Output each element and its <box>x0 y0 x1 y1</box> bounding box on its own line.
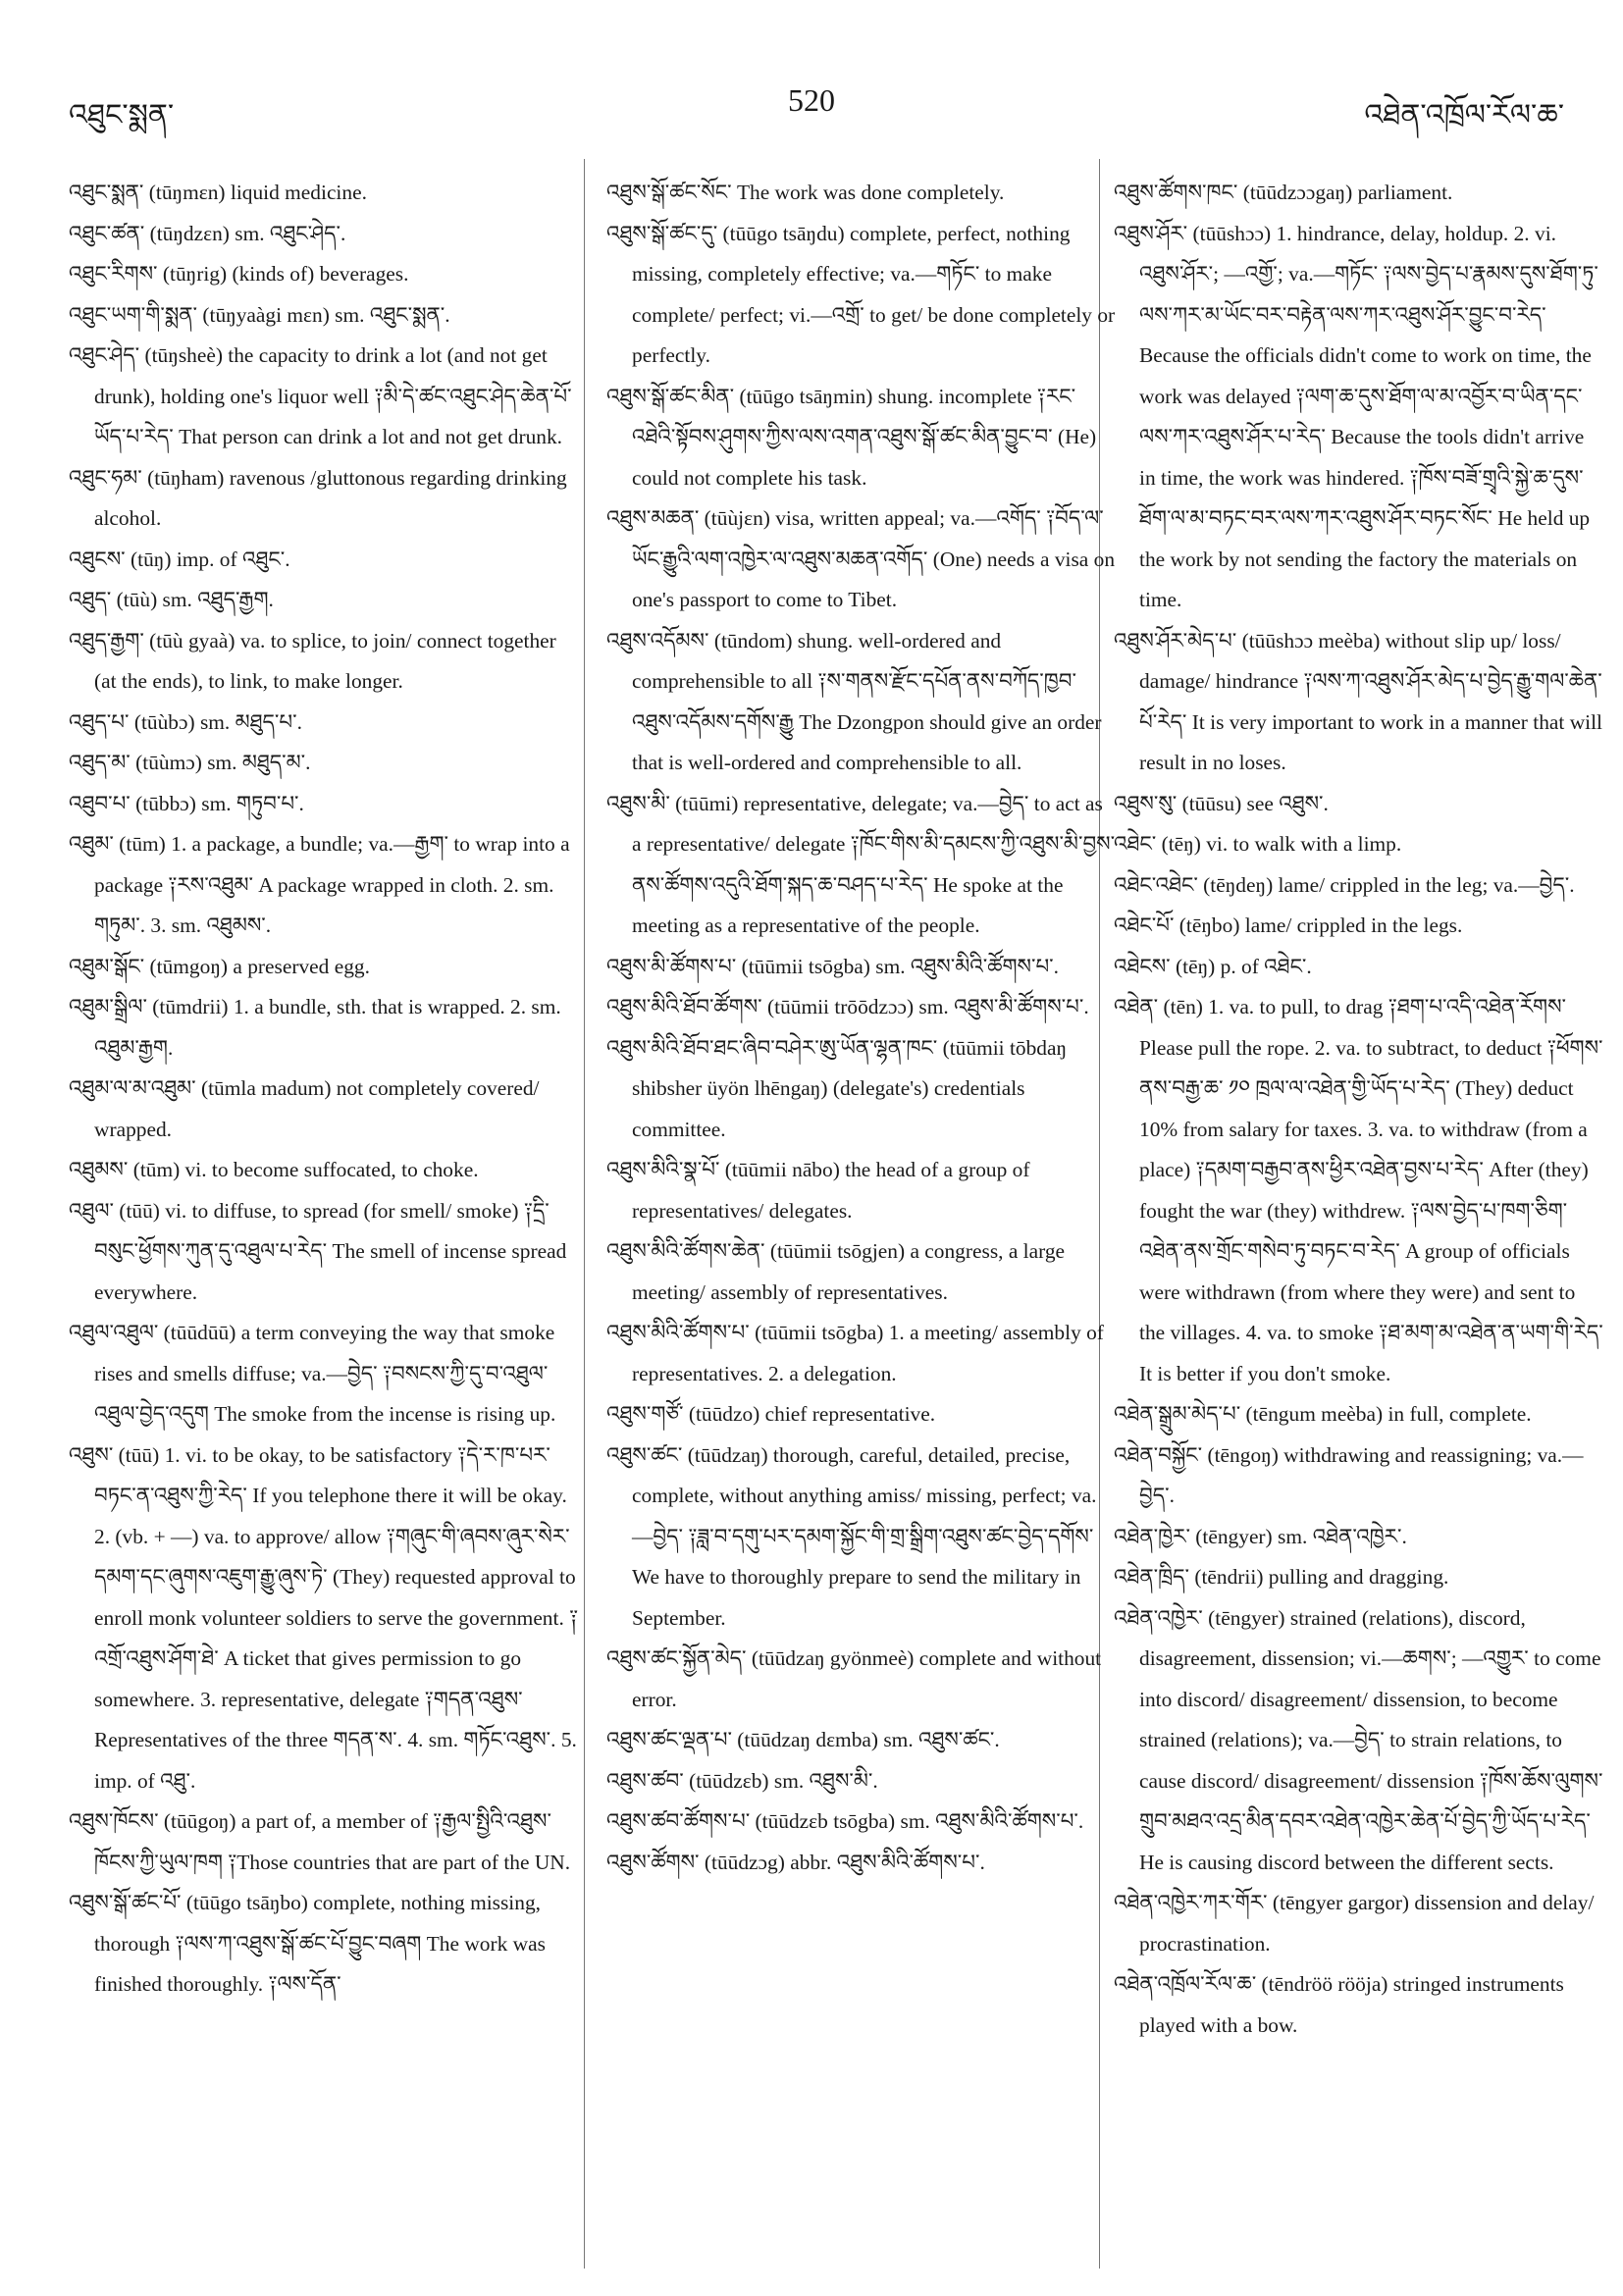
dictionary-entry: འཐུས་ཚོགས་ཁང་ (tūūdzɔɔgaŋ) parliament. <box>1114 181 1453 204</box>
dictionary-entry: འཐུམ་ལ་མ་འཐུམ་ (tūmla madum) not completely covered/ wrapped. <box>69 1076 540 1141</box>
column-right <box>1114 173 1604 2046</box>
dictionary-entry: འཐུང་ཤེད་ (tūŋsheè) the capacity to drink a lot (and not get drunk), holding one's liquor well ༑མི་དེ་ཚང་འཐུང་ཤེད་ཆེན་པོ་ཡོད་པ་རེད་ That person can drink a lot and not get drunk. <box>69 343 572 448</box>
dictionary-entry: འཐེན་ཁྱེར་ (tēngyer) sm. འཐེན་འཁྱེར་. <box>1114 1524 1407 1548</box>
dictionary-entry: འཐུས་མིའི་ཐོབ་ཚོགས་ (tūūmii trōōdzɔɔ) sm. འཐུས་མི་ཚོགས་པ་. <box>606 995 1089 1018</box>
dictionary-entry: འཐུས་མཆན་ (tūùjɛn) visa, written appeal; va.—འགོད་ ༑བོད་ལ་ཡོང་རྒྱུའི་ལག་འཁྱེར་ལ་འཐུས་མཆན་འགོད་ (One) needs a visa on one's passport to come to Tibet. <box>606 506 1116 611</box>
dictionary-entry: འཐུས་ཤོར་མེད་པ་ (tūūshɔɔ meèba) without slip up/ loss/ damage/ hindrance ༑ལས་ཀ་འཐུས་ཤོར་མེད་པ་བྱེད་རྒྱུ་གལ་ཆེན་པོ་རེད་ It is very important to work in a manner that will result in no loses. <box>1114 628 1602 774</box>
dictionary-entry: འཐུས་ཚང་སྐྱོན་མེད་ (tūūdzaŋ gyönmeè) complete and without error. <box>606 1646 1102 1711</box>
running-head-right: འཐེན་འཁྲོལ་རོལ་ཆ་ <box>1364 99 1564 131</box>
dictionary-entry: འཐུས་ཚབ་ (tūūdzɛb) sm. འཐུས་མི་. <box>606 1768 878 1793</box>
dictionary-entry: འཐུབ་པ་ (tūbbɔ) sm. གཏུབ་པ་. <box>69 791 304 815</box>
dictionary-entry: འཐུས་མི་ཚོགས་པ་ (tūūmii tsōgba) sm. འཐུས་མིའི་ཚོགས་པ་. <box>606 954 1059 978</box>
dictionary-entry: འཐུངས་ (tūŋ) imp. of འཐུང་. <box>69 547 290 571</box>
dictionary-entry: འཐུམ་སྒོང་ (tūmgoŋ) a preserved egg. <box>69 954 370 978</box>
dictionary-entry: འཐུས་མིའི་སྣ་པོ་ (tūūmii nābo) the head of a group of representatives/ delegates. <box>606 1158 1030 1223</box>
dictionary-entry: འཐུལ་འཐུལ་ (tūūdūū) a term conveying the way that smoke rises and smells diffuse; va.—བྱེད་ ༑བསངས་ཀྱི་དུ་བ་འཐུལ་འཐུལ་བྱེད་འདུག The smoke from the incense is rising up. <box>69 1321 556 1426</box>
dictionary-entry: འཐུང་སྨན་ (tūŋmɛn) liquid medicine. <box>69 181 367 204</box>
dictionary-entry: འཐེན་བསྐྱོང་ (tēngoŋ) withdrawing and reassigning; va.—བྱེད་. <box>1114 1442 1584 1507</box>
column-middle <box>606 173 1117 1883</box>
dictionary-entry: འཐུང་ཧམ་ (tūŋham) ravenous /gluttonous regarding drinking alcohol. <box>69 465 567 530</box>
dictionary-entry: འཐུང་རིགས་ (tūŋrig) (kinds of) beverages. <box>69 262 409 286</box>
dictionary-entry: འཐུད་མ་ (tūùmɔ) sm. མཐུད་མ་. <box>69 751 311 774</box>
dictionary-entry: འཐུས་སྒོ་ཚང་པོ་ (tūūgo tsāŋbo) complete, nothing missing, thorough ༑ལས་ཀ་འཐུས་སྒོ་ཚང་པོ་བྱུང་བཞག The work was finished thoroughly. ༑ལས་དོན་ <box>69 1891 546 1996</box>
dictionary-entry: འཐུས་མིའི་ཚོགས་ཆེན་ (tūūmii tsōgjen) a congress, a large meeting/ assembly of representatives. <box>606 1239 1066 1304</box>
dictionary-entry: འཐུས་ (tūū) 1. vi. to be okay, to be satisfactory ༑དེ་ར་ཁ་པར་བཏང་ན་འཐུས་ཀྱི་རེད་ If you telephone there it will be okay. 2. (vb. + —) va. to approve/ allow ༑གཞུང་གི་ཞབས་ཞུར་སེར་དམག་དང་ཞུགས་འཇུག་རྒྱུ་ཞུས་ཏེ་ (They) requested approval to enroll monk volunteer soldiers to serve the government. ༑འགྲོ་འཐུས་ཤོག་ཐེ་ A ticket that gives permission to go somewhere. 3. representative, delegate ༑གདན་འཐུས་ Representatives of the three གདན་ས་. 4. sm. གཏོང་འཐུས་. 5. imp. of འཐུ་. <box>69 1442 579 1793</box>
dictionary-entry: འཐུང་ཚན་ (tūŋdzɛn) sm. འཐུང་ཤེད་. <box>69 221 346 245</box>
dictionary-entry: འཐུས་ཚབ་ཚོགས་པ་ (tūūdzɛb tsōgba) sm. འཐུས་མིའི་ཚོགས་པ་. <box>606 1809 1084 1833</box>
dictionary-entry: འཐུང་ཡག་གི་སྨན་ (tūŋyaàgi mɛn) sm. འཐུང་སྨན་. <box>69 302 450 327</box>
dictionary-entry: འཐེངས་ (tēŋ) p. of འཐེང་. <box>1114 954 1312 978</box>
dictionary-entry: འཐུད་ (tūù) sm. འཐུད་རྒྱག. <box>69 588 274 611</box>
dictionary-entry: འཐུས་སྒོ་ཚང་དུ་ (tūūgo tsāŋdu) complete, perfect, nothing missing, completely effective; va.—གཏོང་ to make complete/ perfect; vi.—འགྲོ་ to get/ be done completely or perfectly. <box>606 221 1116 367</box>
dictionary-entry: འཐུས་འདོམས་ (tūndom) shung. well-ordered and comprehensible to all ༑ས་གནས་རྫོང་དཔོན་ནས་བཀོད་ཁྱབ་འཐུས་འདོམས་དགོས་རྒྱུ The Dzongpon should give an order that is well-ordered and comprehensible to all. <box>606 628 1102 774</box>
dictionary-entry: འཐེན་ཁྲིད་ (tēndrii) pulling and dragging. <box>1114 1565 1449 1589</box>
dictionary-entry: འཐུལ་ (tūū) vi. to diffuse, to spread (for smell/ smoke) ༑དྲི་བསུང་ཕྱོགས་ཀུན་དུ་འཐུལ་པ་རེད་ The smell of incense spread everywhere. <box>69 1198 567 1304</box>
dictionary-entry: འཐུས་ཚང་ (tūūdzaŋ) thorough, careful, detailed, precise, complete, without anything amiss/ missing, perfect; va.—བྱེད་ ༑ཟླ་བ་དགུ་པར་དམག་སྐྱོང་གི་གྲ་སྒྲིག་འཐུས་ཚང་བྱེད་དགོས་ We have to thoroughly prepare to send the military in September. <box>606 1442 1097 1630</box>
dictionary-entry: འཐུད་རྒྱག་ (tūù gyaà) va. to splice, to join/ connect together (at the ends), to link, to make longer. <box>69 628 556 693</box>
dictionary-entry: འཐུས་ཚོགས་ (tūūdzɔg) abbr. འཐུས་མིའི་ཚོགས་པ་. <box>606 1850 985 1874</box>
dictionary-entry: འཐེན་འཁྱེར་ཀར་གོར་ (tēngyer gargor) dissension and delay/ procrastination. <box>1114 1891 1595 1956</box>
dictionary-entry: འཐེན་འཁྱེར་ (tēngyer) strained (relations), discord, disagreement, dissension; vi.—ཆགས་; —འགྱུར་ to come into discord/ disagreement/ dissension, to become strained (relations); va.—བྱེད་ to strain relations, to cause discord/ disagreement/ dissension ༑ཁོས་ཆོས་ལུགས་གྲུབ་མཐའ་འདྲ་མིན་དབར་འཐེན་འཁྱེར་ཆེན་པོ་བྱེད་ཀྱི་ཡོད་པ་རེད་ He is causing discord between the different sects. <box>1114 1605 1603 1874</box>
dictionary-entry: འཐུས་སྒོ་ཚང་སོང་ The work was done completely. <box>606 181 1005 204</box>
dictionary-entry: འཐུས་གཙོ་ (tūūdzo) chief representative. <box>606 1402 936 1426</box>
dictionary-entry: འཐུམ་ (tūm) 1. a package, a bundle; va.—རྒྱག་ to wrap into a package ༑རས་འཐུམ་ A package wrapped in cloth. 2. sm. གཏུམ་. 3. sm. འཐུམས་. <box>69 832 570 937</box>
dictionary-entry: འཐུས་མིའི་ཚོགས་པ་ (tūūmii tsōgba) 1. a meeting/ assembly of representatives. 2. a delegation. <box>606 1321 1104 1385</box>
running-head-left: འཐུང་སྨན་ <box>69 99 175 131</box>
dictionary-entry: འཐུས་ཚང་ལྡན་པ་ (tūūdzaŋ dɛmba) sm. འཐུས་ཚང་. <box>606 1728 1000 1751</box>
dictionary-entry: འཐུས་སུ་ (tūūsu) see འཐུས་. <box>1114 791 1329 815</box>
column-left <box>69 173 579 2006</box>
dictionary-entry: འཐེང་པོ་ (tēŋbo) lame/ crippled in the legs. <box>1114 913 1463 937</box>
dictionary-entry: འཐུས་ཁོངས་ (tūūgoŋ) a part of, a member of ༑རྒྱལ་སྤྱིའི་འཐུས་ཁོངས་ཀྱི་ཡུལ་ཁག ༑Those countries that are part of the UN. <box>69 1809 571 1874</box>
dictionary-entry: འཐེན་ (tēn) 1. va. to pull, to drag ༑ཐག་པ་འདི་འཐེན་རོགས་ Please pull the rope. 2. va. to subtract, to deduct ༑ཕོགས་ནས་བརྒྱ་ཆ་ ༡༠ ཁྲལ་ལ་འཐེན་གྱི་ཡོད་པ་རེད་ (They) deduct 10% from salary for taxes. 3. va. to withdraw (from a place) ༑དམག་བརྒྱབ་ནས་ཕྱིར་འཐེན་བྱས་པ་རེད་ After (they) fought the war (they) withdrew. ༑ལས་བྱེད་པ་ཁག་ཅིག་འཐེན་ནས་གྲོང་གསེབ་ཏུ་བཏང་བ་རེད་ A group of officials were withdrawn (from where they were) and sent to the villages. 4. va. to smoke ༑ཐ་མག་མ་འཐེན་ན་ཡག་གི་རེད་ It is better if you don't smoke. <box>1114 995 1603 1385</box>
dictionary-entry: འཐུས་སྒོ་ཚང་མིན་ (tūūgo tsāŋmin) shung. incomplete ༑རང་འཐེའི་སྟོབས་ཤུགས་ཀྱིས་ལས་འགན་འཐུས་སྒོ་ཚང་མིན་བྱུང་བ་ (He) could not complete his task. <box>606 384 1097 490</box>
dictionary-entry: འཐེན་སྒྲུམ་མེད་པ་ (tēngum meèba) in full, complete. <box>1114 1402 1532 1426</box>
column-divider <box>584 159 585 2269</box>
page-number: 520 <box>788 82 835 118</box>
dictionary-entry: འཐེན་འཁྲོལ་རོལ་ཆ་ (tēndröö rööja) stringed instruments played with a bow. <box>1114 1972 1564 2037</box>
dictionary-entry: འཐུས་ཤོར་ (tūūshɔɔ) 1. hindrance, delay, holdup. 2. vi. འཐུས་ཤོར་; —འགྱོ་; va.—གཏོང་ ༑ལས་བྱེད་པ་རྣམས་དུས་ཐོག་ཏུ་ལས་ཀར་མ་ཡོང་བར་བརྟེན་ལས་ཀར་འཐུས་ཤོར་བྱུང་བ་རེད་ Because the officials didn't come to work on time, the work was delayed ༑ལག་ཆ་དུས་ཐོག་ལ་མ་འབྱོར་བ་ཡིན་དང་ལས་ཀར་འཐུས་ཤོར་པ་རེད་ Because the tools didn't arrive in time, the work was hindered. ༑ཁོས་བཟོ་གྲྭའི་སྐྱེ་ཆ་དུས་ཐོག་ལ་མ་བཏང་བར་ལས་ཀར་འཐུས་ཤོར་བཏང་སོང་ He held up the work by not sending the factory the materials on time. <box>1114 221 1598 611</box>
dictionary-entry: འཐེང་ (tēŋ) vi. to walk with a limp. <box>1114 832 1402 856</box>
dictionary-entry: འཐུད་པ་ (tūùbɔ) sm. མཐུད་པ་. <box>69 709 302 734</box>
dictionary-entry: འཐུས་མི་ (tūūmi) representative, delegate; va.—བྱེད་ to act as a representative/ delegate ༑ཁོང་གིས་མི་དམངས་ཀྱི་འཐུས་མི་བྱས་ནས་ཚོགས་འདུའི་ཐོག་སྐད་ཆ་བཤད་པ་རེད་ He spoke at the meeting as a representative of the people. <box>606 791 1116 937</box>
dictionary-entry: འཐུམ་སྒྲིལ་ (tūmdrii) 1. a bundle, sth. that is wrapped. 2. sm. འཐུམ་རྒྱག. <box>69 995 561 1060</box>
dictionary-entry: འཐེང་འཐེང་ (tēŋdeŋ) lame/ crippled in the leg; va.—བྱེད་. <box>1114 872 1575 897</box>
dictionary-entry: འཐུས་མིའི་ཐོབ་ཐང་ཞིབ་བཤེར་ཨུ་ཡོན་ལྷན་ཁང་ (tūūmii tōbdaŋ shibsher üyön lhēngaŋ) (delegate's) credentials committee. <box>606 1035 1068 1141</box>
dictionary-entry: འཐུམས་ (tūm) vi. to become suffocated, to choke. <box>69 1158 479 1181</box>
